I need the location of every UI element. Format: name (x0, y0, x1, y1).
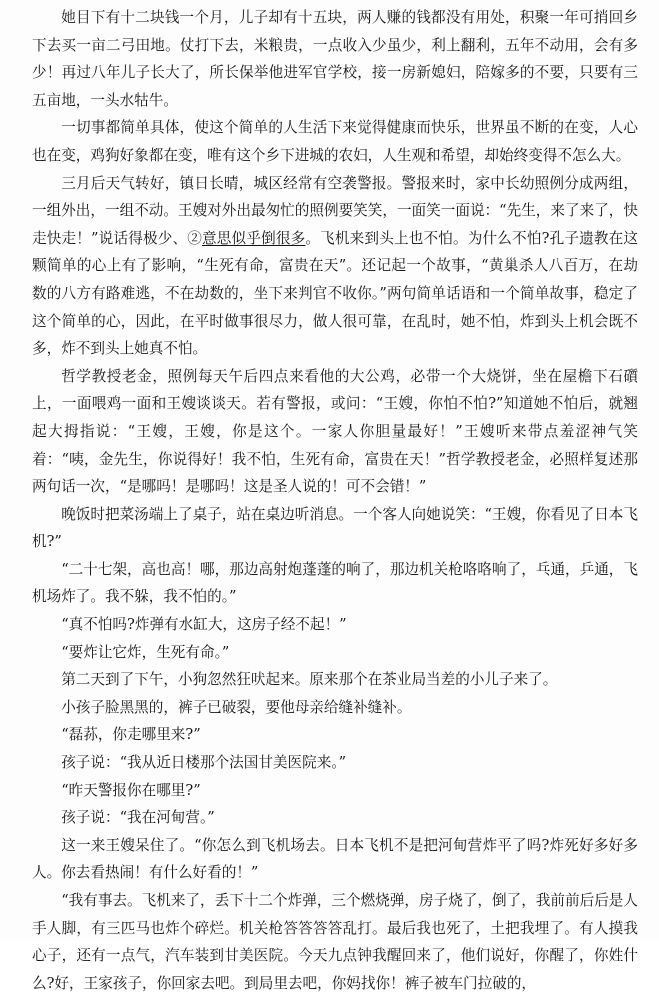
paragraph: 一切事都简单具体，使这个简单的人生活下来觉得健康而快乐，世界虽不断的在变，人心也在变，鸡狗好象都在变，唯有这个乡下进城的农妇，人生观和希望，却始终变得不怎么大。 (32, 119, 638, 164)
paragraph: “我有事去。飞机来了，丢下十二个炸弹，三个燃烧弹，房子烧了，倒了，我前前后后是人手人脚，有三匹马也炸个碎烂。机关枪答答答答乱打。最后我也死了，土把我埋了。有人摸我心子，还有一点气，汽车装到甘美医院。今天九点钟我醒回来了，他们说好，你醒了，你姓什么?好，王家孩子，你回家去吧。到局里去吧，你妈找你！裤子被车门拉破的， (32, 892, 638, 992)
paragraph: 这一来王嫂呆住了。“你怎么到飞机场去。日本飞机不是把河甸营炸平了吗?炸死好多好多人。你去看热闹！有什么好看的！” (32, 836, 638, 882)
paragraph: “要炸让它炸，生死有命。” (61, 643, 230, 661)
paragraph: 第二天到了下午，小狗忽然狂吠起来。原来那个在茶业局当差的小儿子来了。 (61, 671, 558, 689)
paragraph: 孩子说：“我从近日楼那个法国甘美医院来。” (61, 754, 347, 772)
paragraph: “昨天警报你在哪里?” (61, 781, 201, 799)
paragraph: 她目下有十二块钱一个月，儿子却有十五块，两人赚的钱都没有用处，积聚一年可捎回乡下去买一亩二弓田地。仗打下去，米粮贵，一点收入少虽少，利上翻利，五年不动用，会有多少！再过八年儿子长大了，所长保举他进军官学校，接一房新媳妇，陪嫁多的不要，只要有三五亩地，一头水牯牛。 (32, 9, 638, 109)
paragraph-text-after: 。飞机来到头上也不怕。为什么不怕?孔子遗教在这颗简单的心上有了影响，“生死有命，富贵在天”。还记起一个故事，“黄巢杀人八百万，在劫数的八方有路难逃，不在劫数的，坐下来判官不收你。”两句简单话语和一个简单故事，稳定了这个简单的心，因此，在平时做事很尽力，做人很可靠，在乱时，她不怕，炸到头上机会既不多，炸不到头上她真不怕。 (32, 229, 638, 358)
paragraph-text-before: 三月后天气转好，镇日长晴，城区经常有空袭警报。警报来时，家中长幼照例分成两组，一组外出，一组不动。王嫂对外出最匆忙的照例要笑笑，一面笑一面说：“先生，来了来了，快走快走！”说话得极少、② (32, 174, 638, 247)
underlined-phrase: 意思似乎倒很多 (202, 229, 306, 247)
paragraph: 孩子说：“我在河甸营。” (61, 809, 215, 827)
body-text (32, 4, 638, 997)
paragraph: 晚饭时把菜汤端上了桌子，站在桌边听消息。一个客人向她说笑：“王嫂，你看见了日本飞机?” (32, 505, 638, 551)
paragraph: “真不怕吗?炸弹有水缸大，这房子经不起！” (61, 616, 347, 634)
paragraph: 小孩子脸黑黑的，裤子已破裂，要他母亲给缝补缝补。 (61, 698, 412, 716)
paragraph: 哲学教授老金，照例每天午后四点来看他的大公鸡，必带一个大烧饼，坐在屋檐下石礩上，一面喂鸡一面和王嫂谈谈天。若有警报，或问：“王嫂，你怕不怕?”知道她不怕后，就翘起大拇指说：“王嫂，王嫂，你是这个。一家人你胆量最好！”王嫂听来带点羞涩神气笑着：“咦，金先生，你说得好！我不怕，生死有命，富贵在天！”哲学教授老金，必照样复述那两句话一次，“是哪吗！是哪吗！这是圣人说的！可不会错！” (32, 367, 638, 496)
paragraph-with-underline (32, 170, 638, 363)
paragraph: “二十七架，高也高！哪，那边高射炮蓬蓬的响了，那边机关枪咯咯响了，乓通，乒通，飞机场炸了。我不躲，我不怕的。” (32, 560, 638, 606)
paragraph: “磊荪，你走哪里来?” (61, 726, 201, 744)
